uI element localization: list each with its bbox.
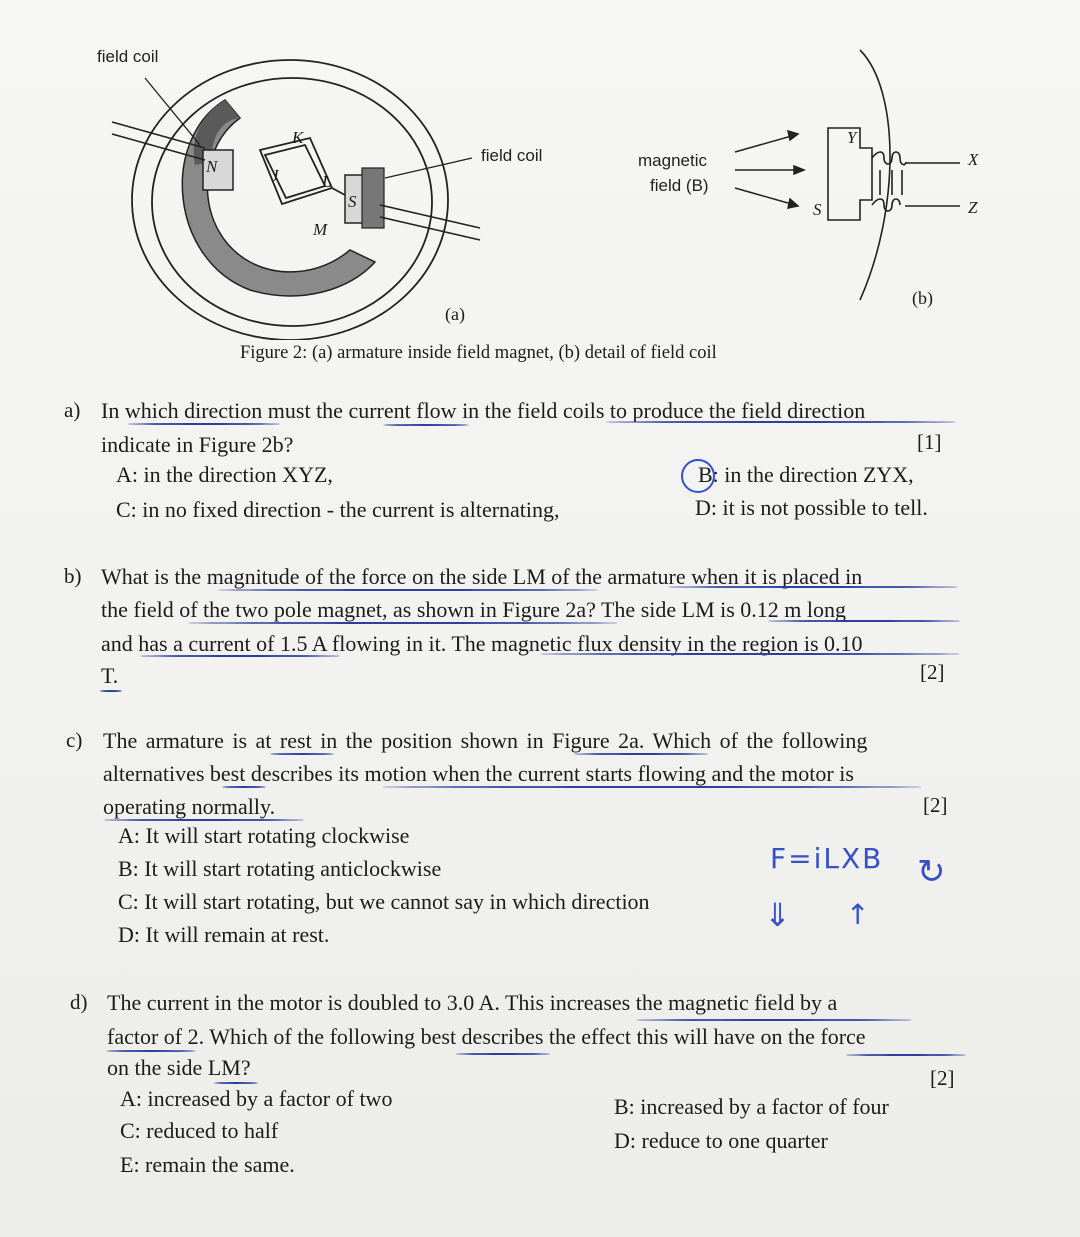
field-magnet-rings [132,60,448,340]
underline-a3 [606,421,956,423]
underline-d5 [214,1082,258,1084]
question-b-line4: T. [101,663,119,688]
field-coil-detail [828,50,960,300]
handwritten-formula: F=iLXB [770,842,884,875]
field-b-label: field (B) [650,176,709,195]
question-a-option-d: D: it is not possible to tell. [695,495,928,520]
label-k: K [292,128,304,147]
underline-d2 [106,1050,196,1052]
question-a-option-c: C: in no fixed direction - the current is alternating, [116,497,560,522]
label-n: N [206,157,218,176]
question-d-line1: The current in the motor is doubled to 3.0 A. This increases the magnetic field by a [107,990,838,1015]
underline-b6 [540,653,960,655]
underline-a1 [128,423,280,425]
question-c-option-a: A: It will start rotating clockwise [118,823,410,848]
question-c-mark: [2] [923,793,948,817]
question-c-line1: The armature is at rest in the position shown in Figure 2a. Which of the following [103,728,868,753]
underline-c1 [270,753,334,755]
question-a-line2: indicate in Figure 2b? [101,432,294,457]
answer-circle-mark [678,456,718,496]
label-m: M [313,220,328,239]
handwritten-arrow-down: ⇓ [764,896,791,934]
question-d-option-c: C: reduced to half [120,1118,279,1143]
label-y: Y [847,128,857,147]
question-c-line2: alternatives best describes its motion when the current starts flowing and the motor is [103,761,854,786]
underline-d4 [846,1054,966,1056]
field-coil-label-top: field coil [97,47,159,66]
question-c-line3: operating normally. [103,794,276,819]
label-z: Z [968,198,978,217]
question-d-line3: on the side LM? [107,1055,251,1080]
underline-c5 [104,819,304,821]
underline-d1 [636,1019,912,1021]
handwritten-rotation-icon: ↻ [917,852,946,892]
label-x: X [968,150,979,169]
underline-c3 [222,786,266,788]
question-a-line1: In which direction must the current flow in the field coils to produce the field direction [101,398,866,423]
underline-b1 [218,589,598,591]
underline-a2 [383,424,469,426]
question-a-mark: [1] [917,430,942,454]
label-s-b: S [813,200,822,219]
underline-c4 [382,786,922,788]
label-j: J [271,166,279,185]
question-a-letter: a) [64,398,81,422]
question-d-option-a: A: increased by a factor of two [120,1086,393,1111]
underline-b4 [768,620,960,622]
handwritten-arrow-up: ↑ [846,898,870,931]
question-d-option-b: B: increased by a factor of four [614,1094,889,1119]
question-b-mark: [2] [920,660,945,684]
question-d-line2: factor of 2. Which of the following best describes the effect this will have on the force [107,1024,866,1049]
underline-b2 [668,586,958,588]
underline-d3 [456,1053,550,1055]
question-d-mark: [2] [930,1066,955,1090]
sub-figure-a-label: (a) [445,304,465,324]
field-arrows [735,131,804,208]
question-b-line3: and has a current of 1.5 A flowing in it. The magnetic flux density in the region is 0.10 [101,631,863,656]
label-l: L [322,172,332,191]
underline-b3 [188,622,618,624]
question-b-letter: b) [64,564,82,588]
underline-b7 [100,690,122,692]
figure-caption: Figure 2: (a) armature inside field magnet, (b) detail of field coil [240,343,717,363]
label-s-a: S [348,192,357,211]
underline-c2 [574,753,708,755]
question-c-option-b: B: It will start rotating anticlockwise [118,856,442,881]
question-c-letter: c) [66,728,83,752]
sub-figure-b-label: (b) [912,288,933,308]
question-b-line2: the field of the two pole magnet, as shown in Figure 2a? The side LM is 0.12 m long [101,597,847,622]
question-a-option-a: A: in the direction XYZ, [116,462,333,487]
question-c-option-d: D: It will remain at rest. [118,922,330,947]
underline-b5 [140,655,340,657]
magnetic-label: magnetic [638,151,707,170]
question-d-letter: d) [70,990,88,1014]
question-b-line1: What is the magnitude of the force on the side LM of the armature when it is placed in [101,564,863,589]
question-c-option-c: C: It will start rotating, but we cannot say in which direction [118,889,650,914]
question-d-option-e: E: remain the same. [120,1152,295,1177]
question-a-option-b: B: in the direction ZYX, [698,462,914,487]
question-d-option-d: D: reduce to one quarter [614,1128,828,1153]
field-coil-label-mid: field coil [481,146,543,165]
